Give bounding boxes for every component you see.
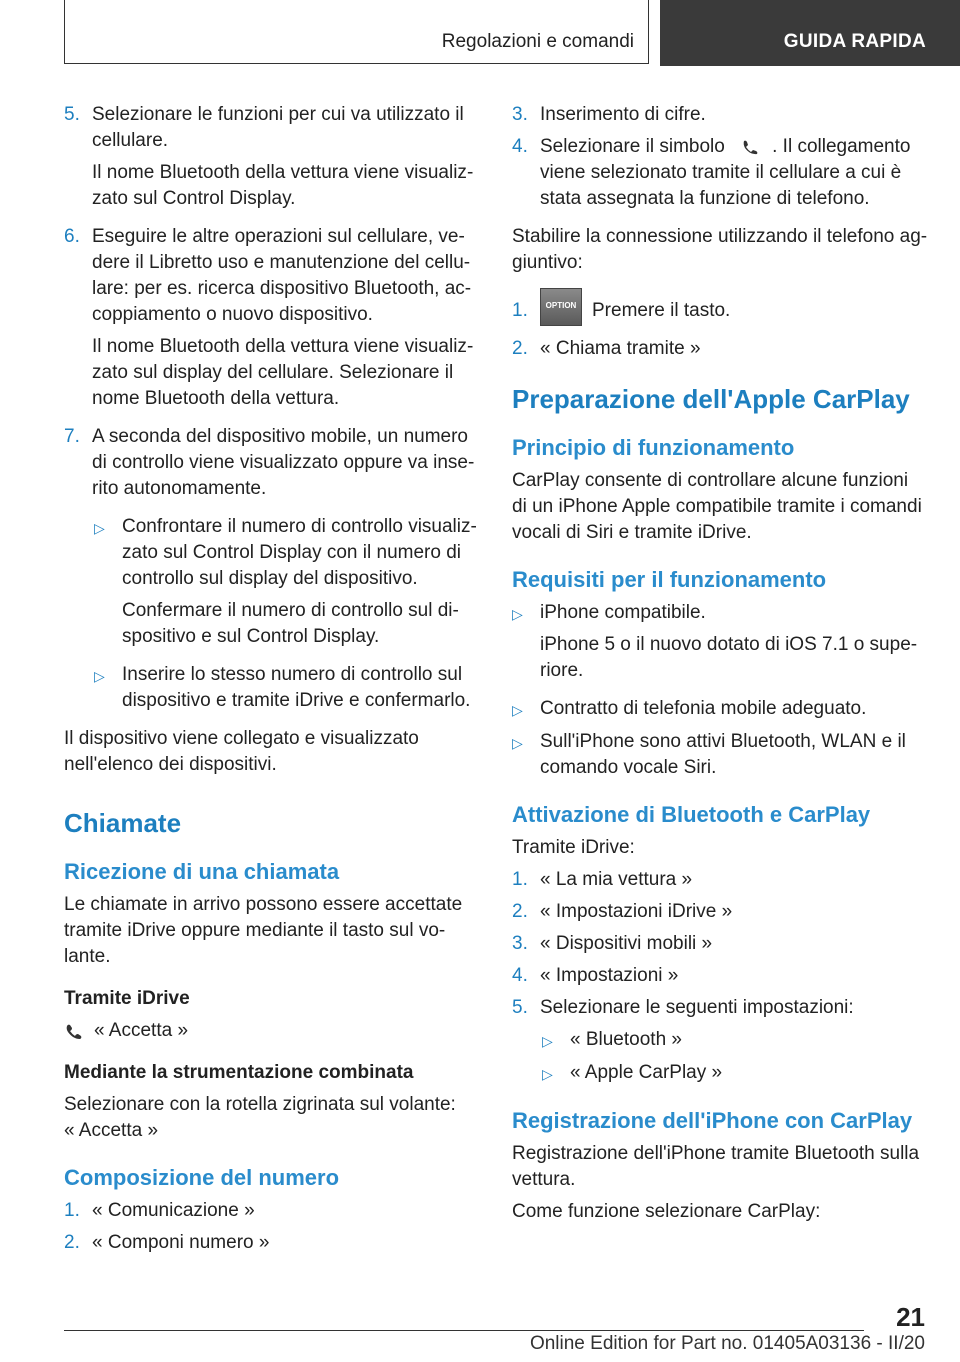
bullet-text: Inserire lo stesso numero di controllo sul dispositivo e tramite iDrive e confermarlo. xyxy=(122,664,471,711)
list-item xyxy=(512,336,928,362)
heading-ricezione: Ricezione di una chiamata xyxy=(64,859,340,884)
phone-hangup-icon xyxy=(740,138,762,156)
step-number: 2. xyxy=(512,901,528,922)
list-item xyxy=(512,867,928,893)
step-text: A seconda del dispositivo mobile, un numero di controllo viene visualizzato oppure va inserito autonomamente. xyxy=(92,426,475,499)
step-result-text: Il dispositivo viene collegato e visualizzato nell'elenco dei dispositivi. xyxy=(64,728,419,775)
bullet-text: Contratto di telefonia mobile adeguato. xyxy=(540,698,867,719)
step-number: 5. xyxy=(64,104,80,125)
step-text: « Dispositivi mobili » xyxy=(540,933,713,954)
step-text: Il nome Bluetooth della vettura viene visualizzato sul Control Display. xyxy=(92,162,474,209)
list-item xyxy=(512,292,928,330)
step-number: 2. xyxy=(512,338,528,359)
bullet-text: Confrontare il numero di controllo visualizzato sul Control Display con il numero di controllo sul display del dispositivo. xyxy=(122,516,477,589)
left-column xyxy=(64,102,482,1262)
list-item xyxy=(512,931,928,957)
triangle-bullet-icon: ▷ xyxy=(512,606,523,622)
paragraph-mediante-accept: « Accetta » xyxy=(64,1120,159,1141)
list-item xyxy=(64,1198,482,1224)
bullet-text: Confermare il numero di controllo sul dispositivo e sul Control Display. xyxy=(122,600,459,647)
step-text: . Il collegamento viene selezionato tramite il cellulare a cui è stata assegnata la funzione di telefono. xyxy=(540,136,911,209)
step-text: Selezionare il simbolo xyxy=(540,136,725,157)
step-text: « Impostazioni » xyxy=(540,965,679,986)
step-text: Inserimento di cifre. xyxy=(540,104,706,125)
list-item xyxy=(64,102,482,218)
header-guide-tab xyxy=(660,0,960,66)
step-number: 2. xyxy=(64,1232,80,1253)
heading-mediante: Mediante la strumentazione combinata xyxy=(64,1062,414,1083)
heading-attivazione: Attivazione di Bluetooth e CarPlay xyxy=(512,802,871,827)
bullet-text: « Bluetooth » xyxy=(570,1029,682,1050)
bullet-item xyxy=(542,1060,928,1087)
paragraph-ricezione: Le chiamate in arrivo possono essere accettate tramite iDrive oppure mediante il tasto sul volante. xyxy=(64,894,463,967)
heading-chiamate: Chiamate xyxy=(64,808,182,838)
heading-preparazione: Preparazione dell'Apple CarPlay xyxy=(512,384,910,414)
list-item xyxy=(512,995,928,1021)
step-text: « Chiama tramite » xyxy=(540,338,701,359)
list-item xyxy=(64,224,482,418)
paragraph-registrazione: Registrazione dell'iPhone tramite Bluetooth sulla vettura. xyxy=(512,1143,920,1190)
page-number: 21 xyxy=(896,1302,925,1332)
step-number: 1. xyxy=(512,300,528,321)
triangle-bullet-icon: ▷ xyxy=(94,520,105,536)
step-number: 1. xyxy=(512,869,528,890)
heading-registrazione: Registrazione dell'iPhone con CarPlay xyxy=(512,1108,913,1133)
step-text: « Comunicazione » xyxy=(92,1200,255,1221)
triangle-bullet-icon: ▷ xyxy=(542,1066,553,1082)
paragraph-principio: CarPlay consente di controllare alcune funzioni di un iPhone Apple compatibile tramite i comandi vocali di Siri e tramite iDrive. xyxy=(512,470,922,543)
step-number: 1. xyxy=(64,1200,80,1221)
triangle-bullet-icon: ▷ xyxy=(512,702,523,718)
phone-accept-icon xyxy=(64,1022,86,1040)
list-item xyxy=(512,899,928,925)
paragraph-mediante xyxy=(64,1092,482,1144)
paragraph-stabilire: Stabilire la connessione utilizzando il telefono aggiuntivo: xyxy=(512,226,928,273)
step-text: Selezionare le funzioni per cui va utilizzato il cellulare. xyxy=(92,104,464,151)
option-button-icon: OPTION xyxy=(540,288,582,326)
heading-tramite-idrive: Tramite iDrive xyxy=(64,988,190,1009)
footer-edition: Online Edition for Part no. 01405A03136 - II/20 xyxy=(529,1333,925,1354)
bullet-item xyxy=(94,514,482,656)
step-text: « Componi numero » xyxy=(92,1232,270,1253)
step-number: 3. xyxy=(512,104,528,125)
right-column xyxy=(512,102,928,1231)
header-guide-label: GUIDA RAPIDA xyxy=(783,31,926,52)
bullet-item xyxy=(512,600,928,690)
step-text: Premere il tasto. xyxy=(592,300,731,321)
bullet-item xyxy=(542,1027,928,1054)
paragraph-mediante-text: Selezionare con la rotella zigrinata sul volante: xyxy=(64,1094,456,1115)
accept-text: « Accetta » xyxy=(94,1020,189,1041)
step-text: Il nome Bluetooth della vettura viene visualizzato sul display del cellulare. Selezionare il nome Bluetooth della vettura. xyxy=(92,336,474,409)
list-item xyxy=(512,102,928,128)
list-item xyxy=(512,963,928,989)
heading-principio: Principio di funzionamento xyxy=(512,435,795,460)
step-number: 6. xyxy=(64,226,80,247)
bullet-item xyxy=(512,696,928,723)
list-item xyxy=(512,134,928,218)
bullet-text: Sull'iPhone sono attivi Bluetooth, WLAN e il comando vocale Siri. xyxy=(540,731,906,778)
accept-line xyxy=(64,1018,482,1044)
paragraph-registrazione-2: Come funzione selezionare CarPlay: xyxy=(512,1201,821,1222)
header-section-title: Regolazioni e comandi xyxy=(441,31,634,52)
step-number: 5. xyxy=(512,997,528,1018)
step-number: 4. xyxy=(512,136,528,157)
list-item xyxy=(64,1230,482,1256)
step-text: Eseguire le altre operazioni sul cellulare, vedere il Libretto uso e manutenzione del cellulare: per es. ricerca dispositivo Bluetooth, accoppiamento o nuovo dispositivo. xyxy=(92,226,472,325)
bullet-text: iPhone 5 o il nuovo dotato di iOS 7.1 o superiore. xyxy=(540,634,918,681)
step-number: 3. xyxy=(512,933,528,954)
triangle-bullet-icon: ▷ xyxy=(512,735,523,751)
list-item xyxy=(64,424,482,508)
bullet-text: iPhone compatibile. xyxy=(540,602,706,623)
step-number: 4. xyxy=(512,965,528,986)
step-text: « La mia vettura » xyxy=(540,869,693,890)
step-text: « Impostazioni iDrive » xyxy=(540,901,733,922)
triangle-bullet-icon: ▷ xyxy=(94,668,105,684)
bullet-item xyxy=(512,729,928,781)
step-number: 7. xyxy=(64,426,80,447)
bullet-text: « Apple CarPlay » xyxy=(570,1062,723,1083)
heading-requisiti: Requisiti per il funzionamento xyxy=(512,567,827,592)
triangle-bullet-icon: ▷ xyxy=(542,1033,553,1049)
paragraph-tramite: Tramite iDrive: xyxy=(512,837,635,858)
header-section-box xyxy=(64,0,649,64)
footer-divider xyxy=(64,1330,864,1331)
bullet-item xyxy=(94,662,482,720)
step-text: Selezionare le seguenti impostazioni: xyxy=(540,997,854,1018)
heading-composizione: Composizione del numero xyxy=(64,1165,340,1190)
